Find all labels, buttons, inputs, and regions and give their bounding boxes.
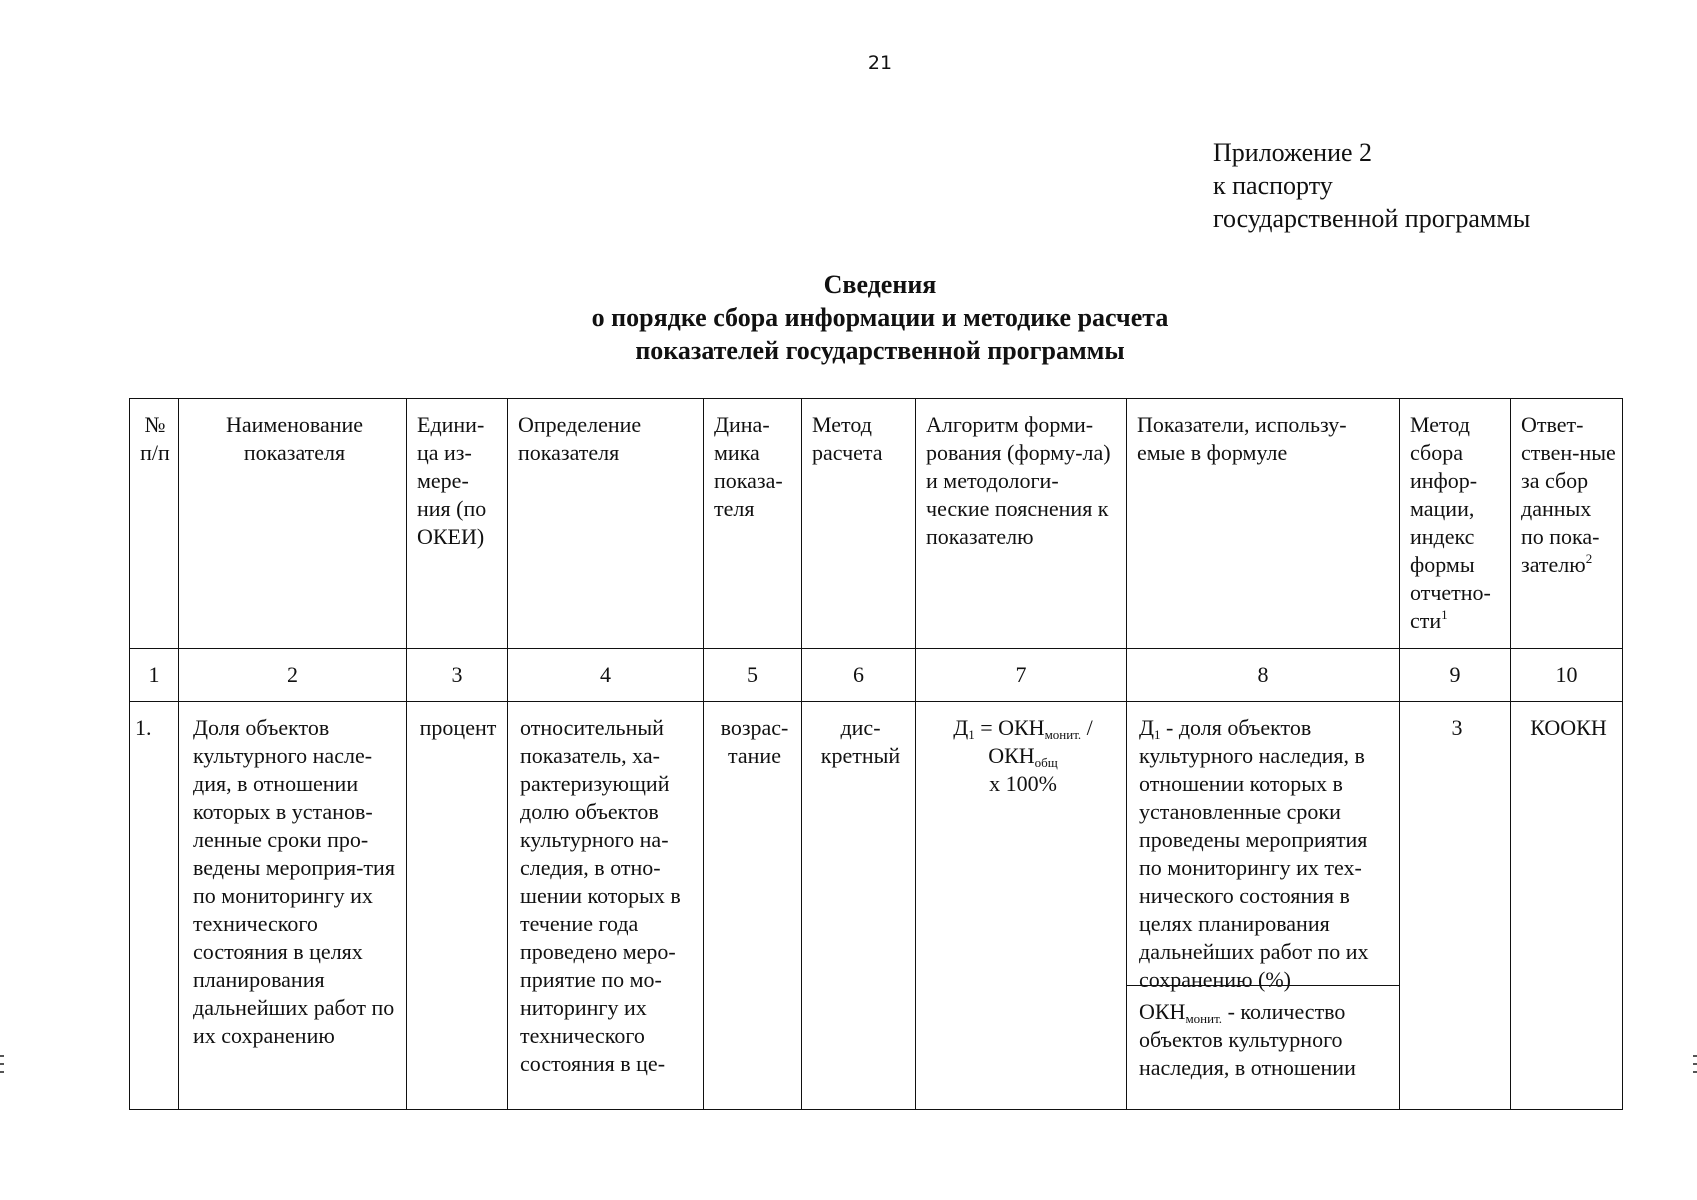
- indicator-d1-symbol: Д: [1139, 715, 1155, 740]
- formula-lhs-sub: 1: [968, 727, 975, 742]
- column-number: 4: [508, 649, 704, 702]
- indicator-d1-text: - доля объектов культурного наследия, в отношении которых в установленные сроки проведены мероприятия по мониторингу их тех-нического состояния в целях планирования дальнейших работ по их сохранению (%): [1139, 715, 1369, 992]
- annex-line-1: Приложение 2: [1213, 138, 1373, 167]
- formula-sub-monit: монит.: [1044, 727, 1082, 742]
- header-responsible: [1511, 399, 1623, 649]
- right-edge-marks: [1693, 1055, 1697, 1079]
- column-number: 3: [407, 649, 508, 702]
- header-indicator-name: Наименование показателя: [179, 399, 407, 649]
- column-number: 5: [704, 649, 802, 702]
- indicator-okn-text: - количество объектов культурного наследия, в отношении: [1139, 999, 1356, 1080]
- formula-eq: = ОКН: [974, 715, 1045, 740]
- annex-note: [1213, 136, 1530, 235]
- heading-line-2: о порядке сбора информации и методике расчета: [591, 303, 1169, 332]
- annex-line-3: государственной программы: [1213, 204, 1531, 233]
- header-dynamics: Дина-мика показа-теля: [704, 399, 802, 649]
- table-row: [130, 702, 1623, 1110]
- heading-line-3: показателей государственной программы: [635, 336, 1125, 365]
- header-algorithm: Алгоритм форми-рования (форму-ла) и методологи-ческие пояснения к показателю: [916, 399, 1127, 649]
- unit-of-measure: процент: [407, 702, 508, 1110]
- header-calc-method: Метод расчета: [802, 399, 916, 649]
- page-number: 21: [867, 52, 893, 74]
- annex-line-2: к паспорту: [1213, 171, 1333, 200]
- indicator-okn-description: [1127, 985, 1399, 1082]
- header-collection-method: [1400, 399, 1511, 649]
- header-responsible-text: Ответ-ствен-ные за сбор данных по пока-зателю: [1521, 412, 1616, 577]
- formula-div: / ОКН: [988, 715, 1093, 768]
- column-number: 10: [1511, 649, 1623, 702]
- document-heading: [520, 268, 1240, 367]
- formula: [916, 702, 1127, 1110]
- indicator-okn-sub: монит.: [1185, 1011, 1223, 1026]
- column-number: 6: [802, 649, 916, 702]
- table-header-row: [130, 399, 1623, 649]
- responsible-party: КООКН: [1511, 702, 1623, 1110]
- header-definition: Определение показателя: [508, 399, 704, 649]
- formula-lhs: Д: [953, 715, 969, 740]
- indicators-table: [129, 398, 1623, 1110]
- indicator-definition: относительный показатель, ха-рактеризующий долю объектов культурного на-следия, в отно-шении которых в течение года проведено меро-приятие по мо-ниторингу их технического состояния в це-: [508, 702, 704, 1110]
- formula-sub-total: общ: [1034, 755, 1058, 770]
- footnote-mark-1: 1: [1441, 607, 1448, 622]
- header-number: № п/п: [130, 399, 179, 649]
- heading-line-1: Сведения: [823, 270, 937, 299]
- header-collection-method-text: Метод сбора инфор-мации, индекс формы отчетно-сти: [1410, 412, 1491, 633]
- row-number: 1.: [130, 702, 179, 1110]
- indicator-dynamics: возрас-тание: [704, 702, 802, 1110]
- header-unit: Едини-ца из-мере-ния (по ОКЕИ): [407, 399, 508, 649]
- column-number: 2: [179, 649, 407, 702]
- indicator-d1-description: [1127, 702, 1399, 992]
- column-number: 8: [1127, 649, 1400, 702]
- indicator-name: Доля объектов культурного насле-дия, в отношении которых в установ-ленные сроки про-ведены мероприя-тия по мониторингу их технического состояния в целях планирования дальнейших работ по их сохранению: [179, 702, 407, 1110]
- left-edge-marks: [0, 1055, 6, 1079]
- footnote-mark-2: 2: [1585, 551, 1593, 566]
- formula-multiplier: х 100%: [989, 771, 1057, 796]
- formula-indicators: [1127, 702, 1400, 1110]
- column-number: 7: [916, 649, 1127, 702]
- calculation-method: дис-кретный: [802, 702, 916, 1110]
- column-numbers-row: [130, 649, 1623, 702]
- indicator-okn-symbol: ОКН: [1139, 999, 1186, 1024]
- collection-method: 3: [1400, 702, 1511, 1110]
- column-number: 9: [1400, 649, 1511, 702]
- indicator-d1-sub: 1: [1154, 727, 1161, 742]
- header-formula-indicators: Показатели, использу-емые в формуле: [1127, 399, 1400, 649]
- column-number: 1: [130, 649, 179, 702]
